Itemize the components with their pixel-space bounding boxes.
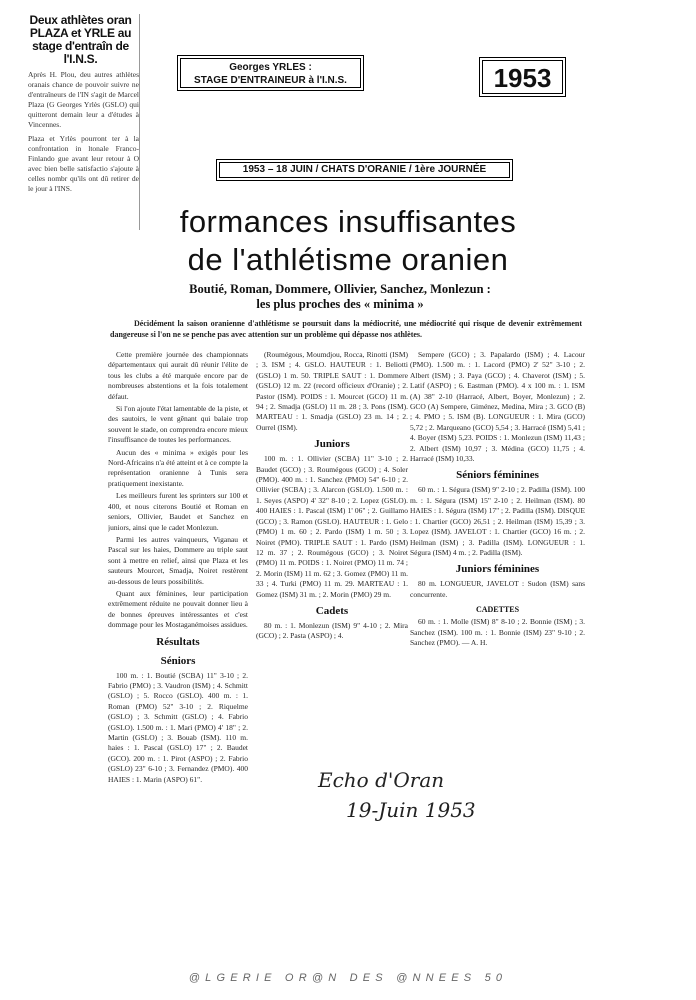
headline-line-1: formances insuffisantes <box>179 204 517 239</box>
cadettes-heading: CADETTES <box>475 605 520 615</box>
topic-subtitle: STAGE D'ENTRAINEUR à l'I.N.S. <box>194 75 347 86</box>
article-column-2 <box>256 350 408 750</box>
junior-women-heading: Juniors féminines <box>455 563 540 576</box>
article-paragraph: Quant aux féminines, leur participation extrêmement réduite ne pouvait donner lieu à de bonnes épreuves intéressantes et c'est dommage pour les Mostaganémoises assidues. <box>108 588 248 630</box>
side-clipping-paragraph: Après H. Plou, deu autres athlètes oranais chance de pouvoir suivre ne d'entraîneurs de l'IN s'agit de Marcel Plaza (G Georges Yrlès (GSLO) qui quitteront demain leur a d'études à Vincennes. <box>28 70 139 129</box>
seniors-results: 100 m. : 1. Boutié (SCBA) 11" 3-10 ; 2. Fabrio (PMO) ; 3. Vaudron (ISM) ; 4. Schmitt (GSLO) ; 5. Rocco (GSLO). 400 m. : 1. Roman (PMO) 52" 3-10 ; 2. Riquelme (GSLO) ; 3. Schmitt (GSLO) ; 4. Fabrio (GSLO). 1.500 m. : 1. Mari (PMO) 4' 18" ; 2. Martin (GSLO) ; 3. Bouab (ISM). 110 m. haies : 1. Pascal (GSLO) 17" ; 2. Baudet (GCO). 200 m. : 1. Pirot (ASPO) ; 2. Fabrio (GSLO) 23" 6-10 ; 3. Fernandez (PMO). 400 HAIES : 1. Marin (ASPO) 61". <box>108 670 248 784</box>
junior-women-results: 80 m. LONGUEUR, JAVELOT : Sudon (ISM) sans concurrente. <box>410 579 585 599</box>
topic-box <box>177 55 364 91</box>
handwritten-date: 19-Juin 1953 <box>346 798 476 822</box>
side-clipping-paragraph: Plaza et Yrlès pourront ter à la confrontation in ltonale Franco-Finlando gue avant leur retour à O avec bien belle satisfactio s'ajoute à celles nombr qu'ils ont dû retirer de le jour à l'INS. <box>28 134 139 193</box>
article-headline <box>118 203 578 279</box>
juniors-heading: Juniors <box>314 438 350 451</box>
senior-women-heading: Séniors féminines <box>456 469 539 482</box>
juniors-results: 100 m. : 1. Ollivier (SCBA) 11" 3-10 ; 2. Baudet (GCO) ; 3. Roumégous (GCO) ; 4. Soler (PMO). 400 m. : 1. Sanchez (PMO) 54" 6-10 ; 2. Ollivier (SCBA) ; 3. Alarcon (GSLO). 1.500 m. : 1. Seyes (ASPO) 4' 32" 8-10 ; 2. Lopez (GSLO). 400 HAIES : 1. Pascal (ISM) 1' 06" ; 2. Guillamo (GCO) ; 3. Ramon (GSLO). HAUTEUR : 1. Gelo (PMO) 1 m. 60 ; 2. Pardo (ISM) 1 m. 50 ; 3. Noiret (PMO). TRIPLE SAUT : 1. Pardo (ISM) 12 m. 37 ; 2. Roumégous (GCO) ; 3. Noiret (PMO) 11 m. POIDS : 1. Noiret (PMO) 11 m. 74 ; 2. Morin (ISM) 11 m. 62 ; 3. Gomez (PMO) 11 m. 33 ; 4. Turki (PMO) 11 m. 29. MARTEAU : 1. Gomez (ISM) 31 m. ; 2. Morin (PMO) 29 m. <box>256 454 408 599</box>
cadettes-results: 60 m. : 1. Molle (ISM) 8" 8-10 ; 2. Bonnie (ISM) ; 3. Sanchez (ISM). 100 m. : 1. Bonnie (ISM) 23" 9-10 ; 2. Sanchez (PMO). — A. H. <box>410 617 585 647</box>
subheadline-line-1: Boutié, Roman, Dommere, Ollivier, Sanchez, Monlezun : <box>189 282 491 296</box>
side-clipping-headline: Deux athlètes oran PLAZA et YRLE au stage d'entraîn de l'I.N.S. <box>29 14 132 66</box>
cadets-results: 80 m. : 1. Monlezun (ISM) 9" 4-10 ; 2. Mira (GCO) ; 2. Pasta (ASPO) ; 4. <box>256 620 408 641</box>
topic-name: Georges YRLES : <box>229 62 312 73</box>
article-paragraph: Aucun des « minima » exigés pour les Nord-Africains n'a été atteint et à ce compte la représentation oranienne à Tunis sera pratiquement inexistante. <box>108 447 248 488</box>
article-paragraph: Parmi les autres vainqueurs, Viganau et Pascal sur les haies, Dommere au triple saut sont à mettre en relief, ainsi que Plaza et les sauteurs Mourcet, Smadja, Noiret restèrent au-dessous de leurs possibilités. <box>108 534 248 586</box>
handwritten-source: Echo d'Oran <box>318 768 445 792</box>
article-paragraph: Cette première journée des championnats départementaux qui aurait dû réunir l'élite de tous les clubs a été marquée encore par de nombreuses abstentions et la fois totalement défaut. <box>108 350 248 401</box>
cadets-heading: Cadets <box>315 604 349 617</box>
seniors-heading: Séniors <box>160 654 196 667</box>
cadets-results-continued: Sempere (GCO) ; 3. Papalardo (ISM) ; 4. Lacour (PMO). 1.500 m. : 1. Lacord (PMO) 2' 52" 3-10 ; 2. Albert (ISM) ; 3. Paya (GCO) ; 4. Chaverot (ISM) ; 5. Latif (ASPO) ; 6. Eastman (PMO). 4 x 100 m. : 1. ISM (A) 38" 2-10 (Harracé, Albert, Boyer, Monlezun) ; 2. GCO (A) Sempere, Giménez, Medina, Mira ; 3. GCO (B) ; 4. PMO ; 5. ISM (B). LONGUEUR : 1. Mira (GCO) 5,72 ; 2. Marqueano (GCO) 5,54 ; 3. Harracé (ISM) 5,41 ; 4. Boyer (ISM) 5,23. POIDS : 1. Monlezun (ISM) 11,43 ; 2. Albert (ISM) 10,97 ; 3. Médina (GCO) 11,75 ; 4. Harracé (ISM) 10,33. <box>410 350 585 464</box>
article-subheadline <box>100 282 580 312</box>
date-banner-text: 1953 – 18 JUIN / CHATS D'ORANIE / 1ère JOURNÉE <box>219 162 510 178</box>
article-paragraph: Si l'on ajoute l'état lamentable de la piste, et des sautoirs, le vent gênant qui balaie trop souvent le stade, on comprendra encore mieux l'insuffisance de toutes les performances. <box>108 404 248 445</box>
article-lede: Décidément la saison oranienne d'athlétisme se poursuit dans la médiocrité, une médiocrité qui risque de devenir extrêmement dangereuse si l'on ne se penche pas avec attention sur un problème qui dépasse nos athlètes. <box>110 319 582 339</box>
year-label: 1953 <box>482 60 563 94</box>
handwritten-source-note <box>318 765 488 835</box>
article-column-3 <box>410 350 585 720</box>
subheadline-line-2: les plus proches des « minima » <box>256 297 424 311</box>
article-column-1 <box>108 350 248 855</box>
headline-line-2: de l'athlétisme oranien <box>187 242 509 277</box>
year-box <box>479 57 566 97</box>
article-paragraph: Les meilleurs furent les sprinters sur 100 et 400, et nous citerons Boutié et Roman en seniors, Ollivier, Baudet et Sanchez en juniors, ainsi que le cadet Monlezun. <box>108 491 248 532</box>
seniors-results-continued: (Roumégous, Moumdjou, Rocca, Rinotti (ISM) ; 3. ISM ; 4. GSLO. HAUTEUR : 1. Beliotti (GSLO) 1 m. 50. TRIPLE SAUT : 1. Dommere (GSLO) 12 m. 22 (record officieux d'Oranie) ; 2. Pastor (ISM). POIDS : 1. Mourcet (GCO) 11 m. 94 ; 2. Smadja (GSLO) 11 m. 28 ; 3. Pons (ISM). MARTEAU : 1. Smadja (GSLO) 23 m. 14 ; 2. Ourrel (ISM). <box>256 350 408 432</box>
date-banner <box>216 159 513 181</box>
side-clipping <box>22 14 140 230</box>
results-heading: Résultats <box>156 635 200 648</box>
senior-women-results: 60 m. : 1. Ségura (ISM) 9" 2-10 ; 2. Padilla (ISM). 100 m. : 1. Ségura (ISM) 15" 2-10 ; 2. Heilman (ISM). 80 HAIES : 1. Ségura (ISM) 17" ; 2. Padilla (ISM). DISQUE : 1. Chartier (GCO) 26,51 ; 2. Heilman (ISM) 15,39 ; 3. Lopez (ISM). JAVELOT : 1. Chartier (GCO) 16 m. ; 2. Heilman (ISM) ; 3. Padilla (ISM). LONGUEUR : 1. Ségura (ISM) 4 m. ; 2. Padilla (ISM). <box>410 485 585 557</box>
footer-watermark: @LGERIE OR@N DES @NNEES 50 <box>188 972 508 984</box>
